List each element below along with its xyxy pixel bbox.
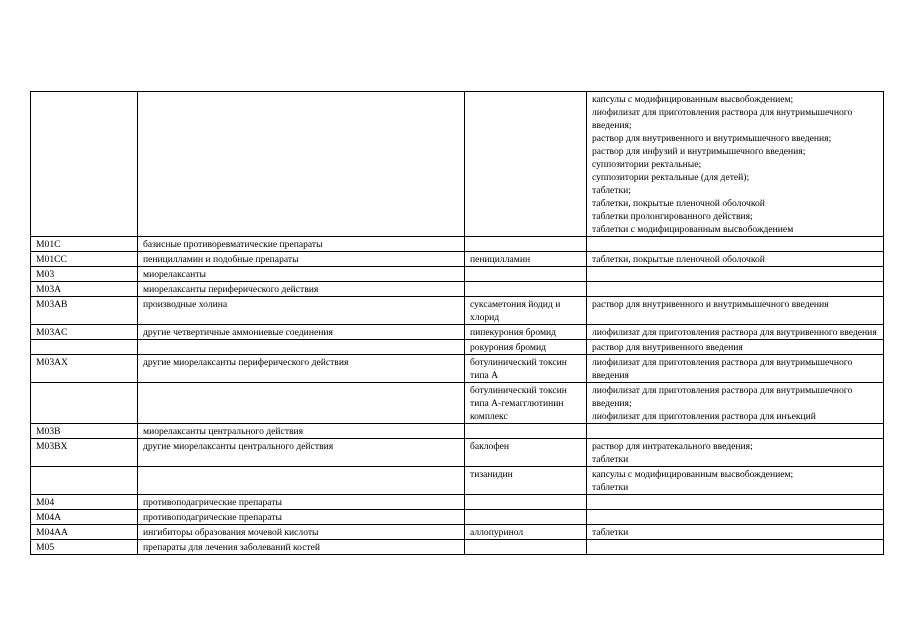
dosage-forms-cell: таблетки, покрытые пленочной оболочкой [587,252,884,267]
atc-code-cell: M04A [31,510,138,525]
atc-code-cell: M03AB [31,297,138,325]
atc-code-cell: M03 [31,267,138,282]
dosage-forms-cell [587,282,884,297]
inn-cell [465,282,587,297]
inn-cell: суксаметония йодид и хлорид [465,297,587,325]
inn-cell [465,495,587,510]
dosage-forms-cell: лиофилизат для приготовления раствора для внутривенного введения [587,325,884,340]
inn-cell: ботулинический токсин типа A [465,355,587,383]
table-row [31,495,884,510]
atc-code-cell: M03A [31,282,138,297]
dosage-forms-cell [587,540,884,555]
group-cell: противоподагрические препараты [138,495,465,510]
atc-code-cell: M04AA [31,525,138,540]
group-cell: производные холина [138,297,465,325]
dosage-forms-cell: лиофилизат для приготовления раствора для внутримышечного введения [587,355,884,383]
dosage-forms-cell [587,510,884,525]
dosage-forms-cell [587,237,884,252]
atc-code-cell: M01CC [31,252,138,267]
group-cell: миорелаксанты центрального действия [138,424,465,439]
inn-cell [465,424,587,439]
atc-code-cell: M01C [31,237,138,252]
atc-code-cell: M03AC [31,325,138,340]
atc-code-cell: M03BX [31,439,138,467]
group-cell [138,467,465,495]
table-row [31,525,884,540]
dosage-forms-cell: капсулы с модифицированным высвобождением; лиофилизат для приготовления раствора для внутримышечного введения; раствор для внутривенного и внутримышечного введения; раствор для инфузий и внутримышечного введения; суппозитории ректальные; суппозитории ректальные (для детей); таблетки; таблетки, покрытые пленочной оболочкой таблетки пролонгированного действия; таблетки с модифицированным высвобождением [587,92,884,237]
table-row [31,297,884,325]
atc-code-cell [31,467,138,495]
table-row [31,424,884,439]
dosage-forms-cell: раствор для внутривенного и внутримышечного введения [587,297,884,325]
table-row [31,252,884,267]
table-row [31,540,884,555]
atc-code-cell: M03AX [31,355,138,383]
atc-code-cell [31,92,138,237]
inn-cell: ботулинический токсин типа A-гемагглютинин комплекс [465,383,587,424]
table-row [31,92,884,237]
dosage-forms-cell: раствор для интратекального введения; таблетки [587,439,884,467]
inn-cell [465,92,587,237]
atc-code-cell: M04 [31,495,138,510]
table-row [31,340,884,355]
inn-cell: пипекурония бромид [465,325,587,340]
atc-code-cell [31,340,138,355]
group-cell: другие миорелаксанты центрального действия [138,439,465,467]
inn-cell: баклофен [465,439,587,467]
atc-code-cell [31,383,138,424]
table-row [31,282,884,297]
dosage-forms-cell: таблетки [587,525,884,540]
group-cell: миорелаксанты [138,267,465,282]
inn-cell: рокурония бромид [465,340,587,355]
dosage-forms-cell: капсулы с модифицированным высвобождением; таблетки [587,467,884,495]
inn-cell [465,510,587,525]
group-cell: базисные противоревматические препараты [138,237,465,252]
table-row [31,439,884,467]
group-cell [138,383,465,424]
group-cell: другие миорелаксанты периферического действия [138,355,465,383]
atc-code-cell: M05 [31,540,138,555]
table-row [31,383,884,424]
drug-table [30,91,884,555]
inn-cell: аллопуринол [465,525,587,540]
inn-cell [465,267,587,282]
atc-code-cell: M03B [31,424,138,439]
dosage-forms-cell [587,424,884,439]
table-row [31,237,884,252]
group-cell: миорелаксанты периферического действия [138,282,465,297]
table-row [31,325,884,340]
group-cell [138,92,465,237]
inn-cell [465,237,587,252]
group-cell: ингибиторы образования мочевой кислоты [138,525,465,540]
table-row [31,355,884,383]
dosage-forms-cell [587,267,884,282]
group-cell: препараты для лечения заболеваний костей [138,540,465,555]
dosage-forms-cell: раствор для внутривенного введения [587,340,884,355]
inn-cell: тизанидин [465,467,587,495]
table-row [31,510,884,525]
group-cell [138,340,465,355]
group-cell: противоподагрические препараты [138,510,465,525]
table-row [31,467,884,495]
inn-cell [465,540,587,555]
group-cell: другие четвертичные аммониевые соединения [138,325,465,340]
inn-cell: пеницилламин [465,252,587,267]
table-row [31,267,884,282]
dosage-forms-cell [587,495,884,510]
group-cell: пеницилламин и подобные препараты [138,252,465,267]
dosage-forms-cell: лиофилизат для приготовления раствора для внутримышечного введения; лиофилизат для приготовления раствора для инъекций [587,383,884,424]
